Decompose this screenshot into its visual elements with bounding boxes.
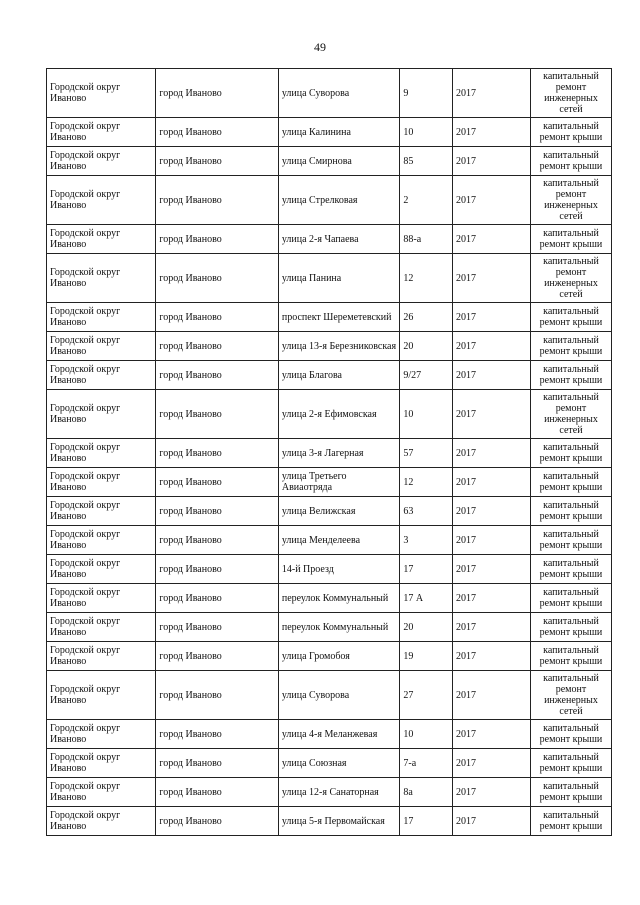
house-cell: 10 xyxy=(400,118,453,147)
work-type-cell: капитальный ремонт крыши xyxy=(530,749,611,778)
table-row xyxy=(47,468,612,497)
table-row xyxy=(47,361,612,390)
city-cell: город Иваново xyxy=(156,555,279,584)
city-cell: город Иваново xyxy=(156,225,279,254)
okrug-cell: Городской округ Иваново xyxy=(47,361,156,390)
city-cell: город Иваново xyxy=(156,254,279,303)
year-cell: 2017 xyxy=(453,439,531,468)
table-row xyxy=(47,720,612,749)
okrug-cell: Городской округ Иваново xyxy=(47,526,156,555)
street-cell: улица 3-я Лагерная xyxy=(278,439,400,468)
work-type-cell: капитальный ремонт инженерных сетей xyxy=(530,176,611,225)
house-cell: 7-а xyxy=(400,749,453,778)
house-cell: 12 xyxy=(400,468,453,497)
work-type-cell: капитальный ремонт крыши xyxy=(530,642,611,671)
year-cell: 2017 xyxy=(453,118,531,147)
table-row xyxy=(47,613,612,642)
street-cell: 14-й Проезд xyxy=(278,555,400,584)
work-type-cell: капитальный ремонт крыши xyxy=(530,439,611,468)
okrug-cell: Городской округ Иваново xyxy=(47,468,156,497)
house-cell: 19 xyxy=(400,642,453,671)
year-cell: 2017 xyxy=(453,807,531,836)
year-cell: 2017 xyxy=(453,613,531,642)
year-cell: 2017 xyxy=(453,361,531,390)
house-cell: 88-а xyxy=(400,225,453,254)
table-row xyxy=(47,332,612,361)
house-cell: 27 xyxy=(400,671,453,720)
table-body xyxy=(47,69,612,836)
city-cell: город Иваново xyxy=(156,361,279,390)
city-cell: город Иваново xyxy=(156,526,279,555)
work-type-cell: капитальный ремонт крыши xyxy=(530,118,611,147)
work-type-cell: капитальный ремонт крыши xyxy=(530,613,611,642)
street-cell: улица Третьего Авиаотряда xyxy=(278,468,400,497)
work-type-cell: капитальный ремонт крыши xyxy=(530,720,611,749)
street-cell: переулок Коммунальный xyxy=(278,584,400,613)
street-cell: проспект Шереметевский xyxy=(278,303,400,332)
street-cell: улица Панина xyxy=(278,254,400,303)
city-cell: город Иваново xyxy=(156,69,279,118)
okrug-cell: Городской округ Иваново xyxy=(47,303,156,332)
house-cell: 2 xyxy=(400,176,453,225)
okrug-cell: Городской округ Иваново xyxy=(47,613,156,642)
table-row xyxy=(47,176,612,225)
work-type-cell: капитальный ремонт крыши xyxy=(530,584,611,613)
table-row xyxy=(47,439,612,468)
table-row xyxy=(47,555,612,584)
work-type-cell: капитальный ремонт крыши xyxy=(530,147,611,176)
city-cell: город Иваново xyxy=(156,613,279,642)
okrug-cell: Городской округ Иваново xyxy=(47,254,156,303)
house-cell: 10 xyxy=(400,720,453,749)
street-cell: улица Суворова xyxy=(278,69,400,118)
city-cell: город Иваново xyxy=(156,749,279,778)
year-cell: 2017 xyxy=(453,526,531,555)
house-cell: 17 xyxy=(400,555,453,584)
city-cell: город Иваново xyxy=(156,807,279,836)
street-cell: улица Громобоя xyxy=(278,642,400,671)
city-cell: город Иваново xyxy=(156,390,279,439)
street-cell: улица Велижская xyxy=(278,497,400,526)
city-cell: город Иваново xyxy=(156,671,279,720)
house-cell: 3 xyxy=(400,526,453,555)
street-cell: улица 4-я Меланжевая xyxy=(278,720,400,749)
city-cell: город Иваново xyxy=(156,118,279,147)
street-cell: улица Смирнова xyxy=(278,147,400,176)
work-type-cell: капитальный ремонт крыши xyxy=(530,361,611,390)
city-cell: город Иваново xyxy=(156,303,279,332)
house-cell: 8а xyxy=(400,778,453,807)
page-number: 49 xyxy=(314,40,326,54)
house-cell: 17 xyxy=(400,807,453,836)
street-cell: улица Калинина xyxy=(278,118,400,147)
year-cell: 2017 xyxy=(453,720,531,749)
street-cell: улица 13-я Березниковская xyxy=(278,332,400,361)
city-cell: город Иваново xyxy=(156,584,279,613)
year-cell: 2017 xyxy=(453,254,531,303)
okrug-cell: Городской округ Иваново xyxy=(47,332,156,361)
year-cell: 2017 xyxy=(453,584,531,613)
year-cell: 2017 xyxy=(453,176,531,225)
house-cell: 20 xyxy=(400,332,453,361)
housing-repair-table xyxy=(46,68,612,836)
year-cell: 2017 xyxy=(453,555,531,584)
house-cell: 63 xyxy=(400,497,453,526)
year-cell: 2017 xyxy=(453,642,531,671)
work-type-cell: капитальный ремонт крыши xyxy=(530,497,611,526)
house-cell: 20 xyxy=(400,613,453,642)
okrug-cell: Городской округ Иваново xyxy=(47,225,156,254)
year-cell: 2017 xyxy=(453,671,531,720)
city-cell: город Иваново xyxy=(156,778,279,807)
work-type-cell: капитальный ремонт крыши xyxy=(530,468,611,497)
okrug-cell: Городской округ Иваново xyxy=(47,497,156,526)
city-cell: город Иваново xyxy=(156,147,279,176)
work-type-cell: капитальный ремонт крыши xyxy=(530,225,611,254)
street-cell: улица 5-я Первомайская xyxy=(278,807,400,836)
okrug-cell: Городской округ Иваново xyxy=(47,584,156,613)
work-type-cell: капитальный ремонт инженерных сетей xyxy=(530,254,611,303)
street-cell: улица 12-я Санаторная xyxy=(278,778,400,807)
table-row xyxy=(47,497,612,526)
house-cell: 26 xyxy=(400,303,453,332)
street-cell: улица Менделеева xyxy=(278,526,400,555)
work-type-cell: капитальный ремонт крыши xyxy=(530,807,611,836)
street-cell: улица Суворова xyxy=(278,671,400,720)
year-cell: 2017 xyxy=(453,332,531,361)
work-type-cell: капитальный ремонт инженерных сетей xyxy=(530,69,611,118)
street-cell: улица Союзная xyxy=(278,749,400,778)
work-type-cell: капитальный ремонт крыши xyxy=(530,303,611,332)
street-cell: переулок Коммунальный xyxy=(278,613,400,642)
work-type-cell: капитальный ремонт инженерных сетей xyxy=(530,390,611,439)
table-row xyxy=(47,526,612,555)
okrug-cell: Городской округ Иваново xyxy=(47,390,156,439)
okrug-cell: Городской округ Иваново xyxy=(47,720,156,749)
okrug-cell: Городской округ Иваново xyxy=(47,642,156,671)
okrug-cell: Городской округ Иваново xyxy=(47,671,156,720)
house-cell: 12 xyxy=(400,254,453,303)
table-row xyxy=(47,118,612,147)
table-row xyxy=(47,671,612,720)
house-cell: 9/27 xyxy=(400,361,453,390)
okrug-cell: Городской округ Иваново xyxy=(47,176,156,225)
house-cell: 57 xyxy=(400,439,453,468)
street-cell: улица 2-я Чапаева xyxy=(278,225,400,254)
table-row xyxy=(47,749,612,778)
street-cell: улица Благова xyxy=(278,361,400,390)
house-cell: 85 xyxy=(400,147,453,176)
year-cell: 2017 xyxy=(453,303,531,332)
year-cell: 2017 xyxy=(453,390,531,439)
year-cell: 2017 xyxy=(453,749,531,778)
city-cell: город Иваново xyxy=(156,468,279,497)
okrug-cell: Городской округ Иваново xyxy=(47,69,156,118)
work-type-cell: капитальный ремонт крыши xyxy=(530,555,611,584)
year-cell: 2017 xyxy=(453,69,531,118)
work-type-cell: капитальный ремонт инженерных сетей xyxy=(530,671,611,720)
okrug-cell: Городской округ Иваново xyxy=(47,439,156,468)
street-cell: улица Стрелковая xyxy=(278,176,400,225)
okrug-cell: Городской округ Иваново xyxy=(47,778,156,807)
table-row xyxy=(47,584,612,613)
table-row xyxy=(47,390,612,439)
okrug-cell: Городской округ Иваново xyxy=(47,147,156,176)
house-cell: 10 xyxy=(400,390,453,439)
year-cell: 2017 xyxy=(453,468,531,497)
okrug-cell: Городской округ Иваново xyxy=(47,749,156,778)
city-cell: город Иваново xyxy=(156,720,279,749)
table-row xyxy=(47,778,612,807)
street-cell: улица 2-я Ефимовская xyxy=(278,390,400,439)
city-cell: город Иваново xyxy=(156,497,279,526)
okrug-cell: Городской округ Иваново xyxy=(47,807,156,836)
table-row xyxy=(47,225,612,254)
house-cell: 17 А xyxy=(400,584,453,613)
city-cell: город Иваново xyxy=(156,439,279,468)
table-row xyxy=(47,254,612,303)
work-type-cell: капитальный ремонт крыши xyxy=(530,332,611,361)
table-row xyxy=(47,303,612,332)
city-cell: город Иваново xyxy=(156,176,279,225)
house-cell: 9 xyxy=(400,69,453,118)
work-type-cell: капитальный ремонт крыши xyxy=(530,526,611,555)
year-cell: 2017 xyxy=(453,147,531,176)
table-row xyxy=(47,807,612,836)
okrug-cell: Городской округ Иваново xyxy=(47,555,156,584)
year-cell: 2017 xyxy=(453,778,531,807)
table-row xyxy=(47,147,612,176)
okrug-cell: Городской округ Иваново xyxy=(47,118,156,147)
year-cell: 2017 xyxy=(453,225,531,254)
work-type-cell: капитальный ремонт крыши xyxy=(530,778,611,807)
year-cell: 2017 xyxy=(453,497,531,526)
city-cell: город Иваново xyxy=(156,642,279,671)
table-row xyxy=(47,69,612,118)
city-cell: город Иваново xyxy=(156,332,279,361)
table-row xyxy=(47,642,612,671)
